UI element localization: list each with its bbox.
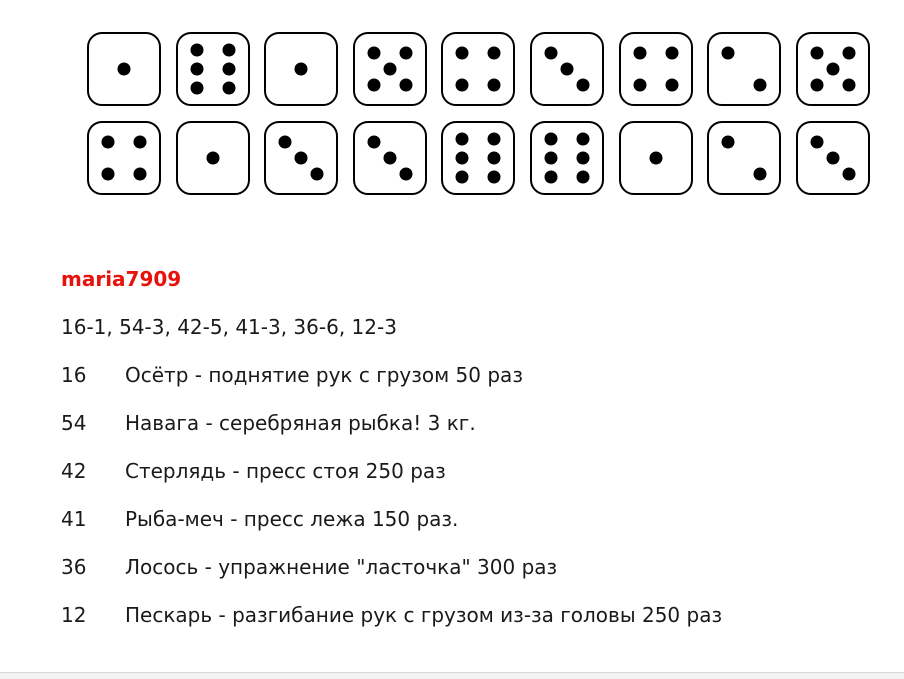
die-face-4 (441, 32, 515, 106)
die-pip (367, 46, 380, 59)
die-pip (633, 79, 646, 92)
die-face-3 (264, 121, 338, 195)
die-face-5 (796, 32, 870, 106)
die-pip (488, 170, 501, 183)
page-bottom-edge (0, 672, 904, 679)
die-pip (190, 81, 203, 94)
die-pip (134, 168, 147, 181)
die-pip (754, 79, 767, 92)
die-pip (827, 63, 840, 76)
entry-number: 16 (61, 363, 87, 387)
die-pip (810, 135, 823, 148)
die-pip (810, 46, 823, 59)
die-pip (577, 170, 590, 183)
entry-text: Лосось - упражнение "ласточка" 300 раз (125, 555, 558, 579)
die-pip (400, 79, 413, 92)
die-pip (666, 46, 679, 59)
die-pip (118, 63, 131, 76)
die-pip (223, 44, 236, 57)
die-pip (544, 152, 557, 165)
die-pip (544, 46, 557, 59)
die-pip (544, 133, 557, 146)
die-pip (455, 133, 468, 146)
die-face-6 (530, 121, 604, 195)
entry-number: 12 (61, 603, 87, 627)
entry-text: Рыба-меч - пресс лежа 150 раз. (125, 507, 459, 531)
die-pip (367, 79, 380, 92)
die-face-4 (87, 121, 161, 195)
entry-text: Стерлядь - пресс стоя 250 раз (125, 459, 446, 483)
die-pip (827, 152, 840, 165)
die-pip (134, 135, 147, 148)
die-pip (190, 44, 203, 57)
entry-number: 54 (61, 411, 87, 435)
entry-text: Осётр - поднятие рук с грузом 50 раз (125, 363, 523, 387)
die-face-3 (796, 121, 870, 195)
die-pip (843, 168, 856, 181)
die-pip (810, 79, 823, 92)
die-pip (367, 135, 380, 148)
die-pip (650, 152, 663, 165)
die-pip (101, 135, 114, 148)
dice-grid (0, 0, 904, 210)
die-pip (223, 63, 236, 76)
entry-number: 42 (61, 459, 87, 483)
die-pip (455, 46, 468, 59)
die-pip (843, 46, 856, 59)
die-pip (721, 135, 734, 148)
die-pip (384, 63, 397, 76)
author-name: maria7909 (61, 267, 182, 291)
die-pip (633, 46, 646, 59)
die-pip (488, 79, 501, 92)
die-pip (384, 152, 397, 165)
die-pip (488, 133, 501, 146)
die-face-4 (619, 32, 693, 106)
die-pip (561, 63, 574, 76)
die-pip (577, 79, 590, 92)
die-pip (544, 170, 557, 183)
die-pip (577, 133, 590, 146)
die-pip (455, 79, 468, 92)
die-face-6 (441, 121, 515, 195)
die-face-1 (619, 121, 693, 195)
die-pip (295, 63, 308, 76)
die-pip (400, 168, 413, 181)
die-face-5 (353, 32, 427, 106)
entry-number: 41 (61, 507, 87, 531)
die-face-1 (176, 121, 250, 195)
die-pip (488, 46, 501, 59)
die-pip (190, 63, 203, 76)
die-pip (278, 135, 291, 148)
dice-summary: 16-1, 54-3, 42-5, 41-3, 36-6, 12-3 (61, 315, 397, 339)
entry-number: 36 (61, 555, 87, 579)
die-face-1 (264, 32, 338, 106)
die-face-6 (176, 32, 250, 106)
die-pip (488, 152, 501, 165)
die-pip (455, 170, 468, 183)
die-face-1 (87, 32, 161, 106)
die-face-2 (707, 121, 781, 195)
die-pip (295, 152, 308, 165)
die-pip (577, 152, 590, 165)
die-pip (311, 168, 324, 181)
entry-text: Навага - серебряная рыбка! 3 кг. (125, 411, 476, 435)
die-face-3 (530, 32, 604, 106)
die-pip (400, 46, 413, 59)
die-face-2 (707, 32, 781, 106)
die-pip (721, 46, 734, 59)
die-pip (843, 79, 856, 92)
die-face-3 (353, 121, 427, 195)
die-pip (101, 168, 114, 181)
die-pip (455, 152, 468, 165)
die-pip (207, 152, 220, 165)
die-pip (223, 81, 236, 94)
die-pip (754, 168, 767, 181)
die-pip (666, 79, 679, 92)
entry-text: Пескарь - разгибание рук с грузом из-за головы 250 раз (125, 603, 723, 627)
